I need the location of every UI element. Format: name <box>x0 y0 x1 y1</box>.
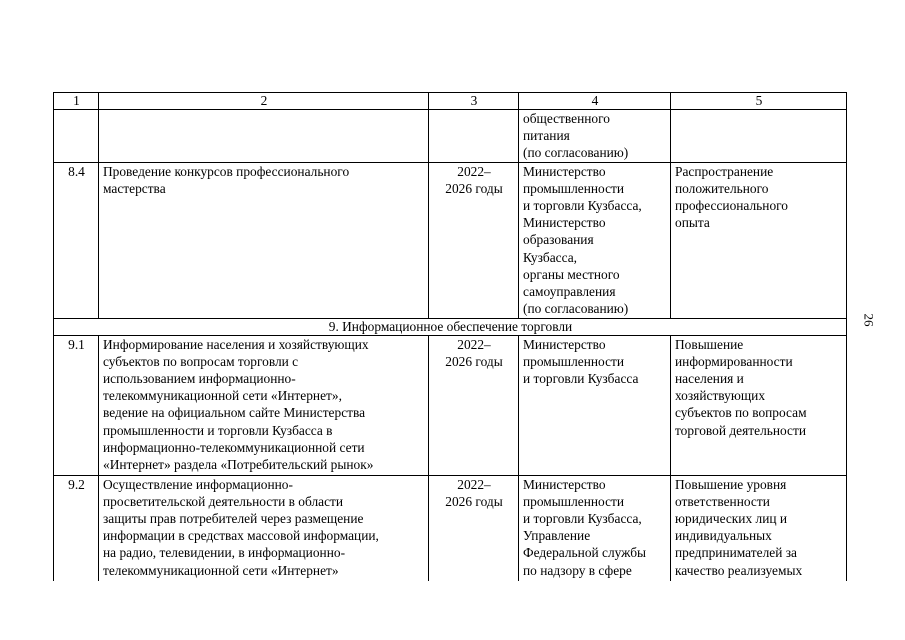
header-col-1: 1 <box>54 93 99 110</box>
executors-cell: общественного питания (по согласованию) <box>519 110 671 163</box>
measures-table <box>53 92 847 596</box>
period-cell: 2022– 2026 годы <box>429 475 519 595</box>
header-col-3: 3 <box>429 93 519 110</box>
table-row-9-2 <box>54 475 847 595</box>
executors-cell: Министерство промышленности и торговли Кузбасса, Управление Федеральной службы по надзору в сфере <box>519 475 671 595</box>
table-row-continuation <box>54 110 847 163</box>
result-cell: Повышение информированности населения и хозяйствующих субъектов по вопросам торговой деятельности <box>671 335 847 475</box>
result-cell: Распространение положительного профессионального опыта <box>671 162 847 318</box>
table-row-8-4 <box>54 162 847 318</box>
activity-cell <box>99 110 429 163</box>
section-title: 9. Информационное обеспечение торговли <box>54 318 847 335</box>
period-cell: 2022– 2026 годы <box>429 335 519 475</box>
header-col-4: 4 <box>519 93 671 110</box>
activity-cell: Проведение конкурсов профессионального мастерства <box>99 162 429 318</box>
row-number <box>54 110 99 163</box>
page-bottom-margin <box>0 581 905 640</box>
section-heading-row <box>54 318 847 335</box>
period-cell <box>429 110 519 163</box>
executors-cell: Министерство промышленности и торговли Кузбасса <box>519 335 671 475</box>
row-number: 9.2 <box>54 475 99 595</box>
header-col-2: 2 <box>99 93 429 110</box>
row-number: 9.1 <box>54 335 99 475</box>
row-number: 8.4 <box>54 162 99 318</box>
table-header-row <box>54 93 847 110</box>
table-row-9-1 <box>54 335 847 475</box>
executors-cell: Министерство промышленности и торговли Кузбасса, Министерство образования Кузбасса, органы местного самоуправления (по согласованию) <box>519 162 671 318</box>
period-cell: 2022– 2026 годы <box>429 162 519 318</box>
header-col-5: 5 <box>671 93 847 110</box>
result-cell <box>671 110 847 163</box>
result-cell: Повышение уровня ответственности юридических лиц и индивидуальных предпринимателей за качество реализуемых <box>671 475 847 595</box>
activity-cell: Осуществление информационно- просветительской деятельности в области защиты прав потребителей через размещение информации в средствах массовой информации, на радио, телевидении, в информационно- телекоммуникационной сети «Интернет» <box>99 475 429 595</box>
page-number: 26 <box>861 313 877 327</box>
activity-cell: Информирование населения и хозяйствующих субъектов по вопросам торговли с использованием информационно- телекоммуникационной сети «Интернет», ведение на официальном сайте Министерства промышленности и торговли Кузбасса в информационно-телекоммуникационной сети «Интернет» раздела «Потребительский рынок» <box>99 335 429 475</box>
